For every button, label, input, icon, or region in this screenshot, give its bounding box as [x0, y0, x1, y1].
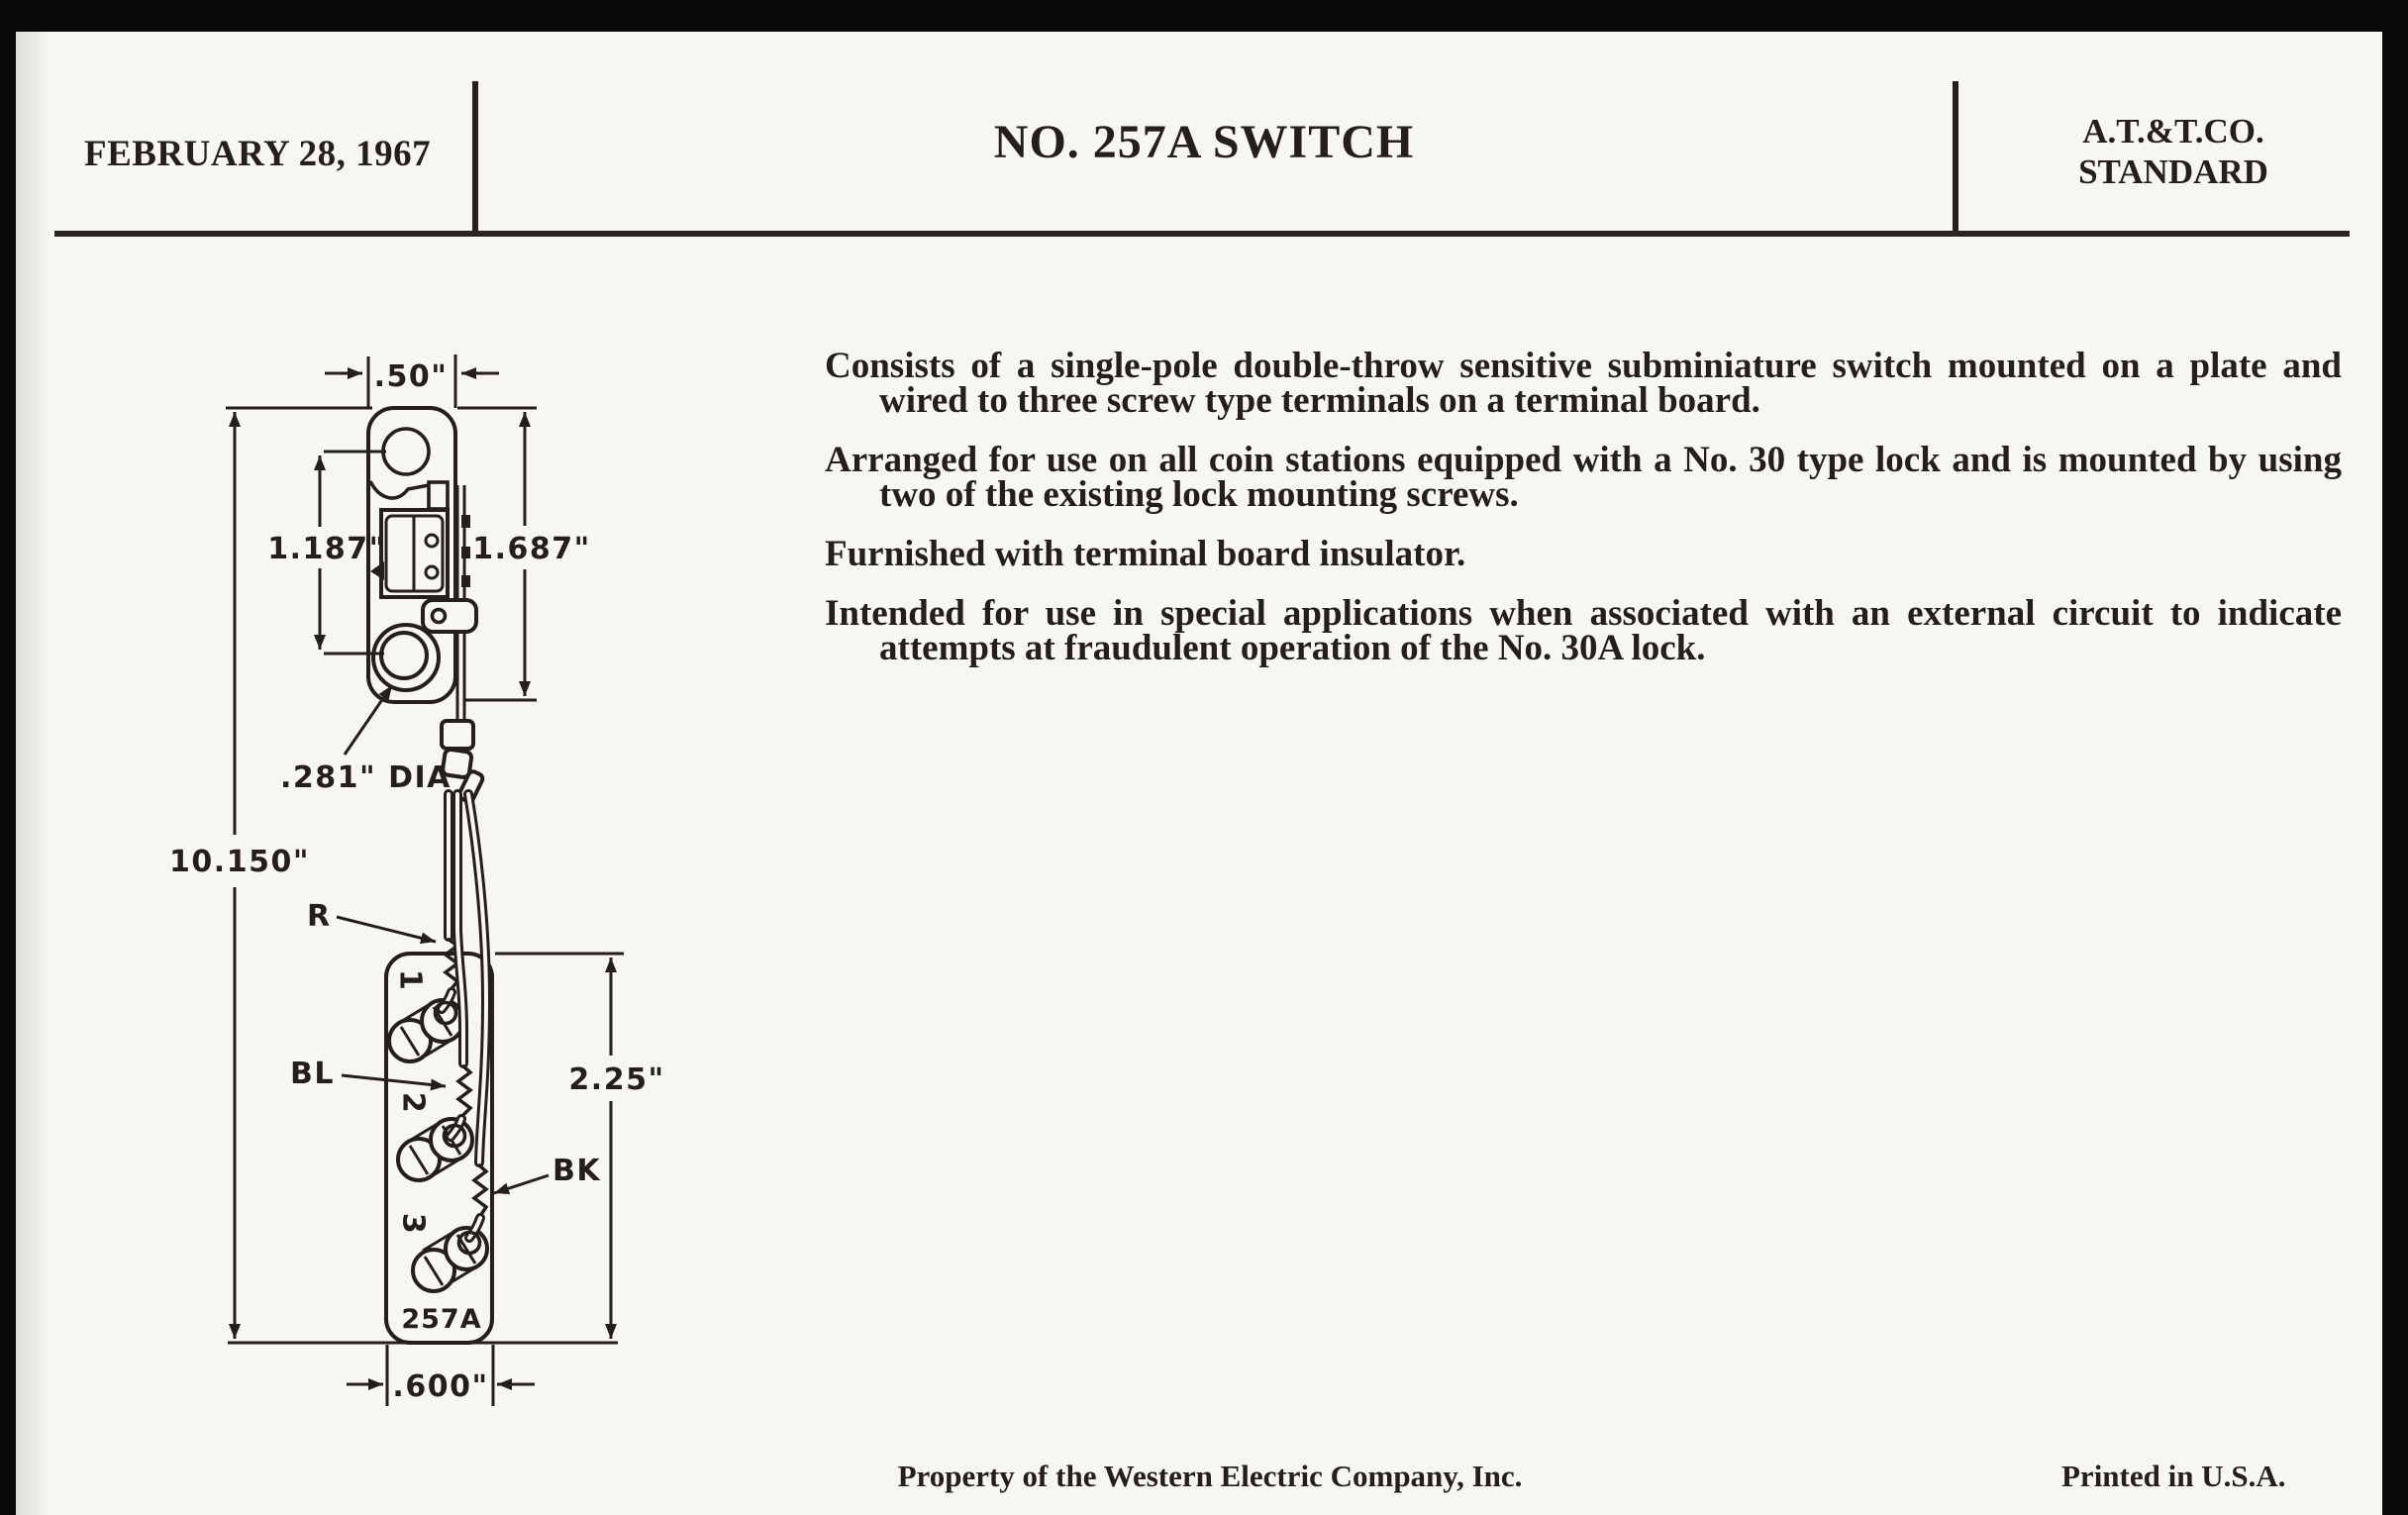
label-wire-red	[307, 899, 436, 942]
paragraph-furnished: Furnished with terminal board insulator.	[825, 534, 1466, 574]
document-date: FEBRUARY 28, 1967	[84, 134, 432, 174]
scan-edge-shading	[16, 32, 50, 1515]
svg-text:.600": .600"	[392, 1369, 489, 1404]
description-text	[825, 346, 2342, 690]
organization-label	[2040, 111, 2307, 192]
page-title: NO. 257A SWITCH	[993, 116, 1415, 168]
header-divider-right	[1953, 81, 1958, 233]
terminal-number-2: 2	[395, 1091, 431, 1115]
lever-tab	[423, 600, 476, 632]
svg-text:R: R	[307, 899, 332, 934]
wire-sleeve	[442, 721, 473, 749]
header-divider-left	[472, 81, 478, 233]
svg-text:BK: BK	[552, 1154, 602, 1188]
svg-text:2.25": 2.25"	[568, 1062, 665, 1097]
scan-border-right	[2382, 0, 2408, 1515]
terminal-number-3: 3	[395, 1212, 431, 1236]
part-marking: 257A	[401, 1304, 482, 1335]
paragraph-consists: Consists of a single-pole double-throw sensitive subminiature switch mounted on a plate and wired to three screw type terminals on a terminal board.	[825, 346, 2342, 421]
svg-text:10.150": 10.150"	[169, 845, 310, 879]
organization-line2: STANDARD	[2078, 152, 2268, 191]
svg-text:.281" DIA: .281" DIA	[280, 760, 452, 795]
technical-drawing	[129, 327, 703, 1436]
terminal-number-1: 1	[392, 968, 428, 992]
svg-text:BL: BL	[290, 1057, 335, 1091]
scan-border-top	[0, 0, 2408, 32]
scan-border-left	[0, 0, 16, 1515]
dimension-plate-height	[457, 408, 591, 700]
mounting-hole-bottom	[381, 633, 427, 678]
paragraph-arranged: Arranged for use on all coin stations equipped with a No. 30 type lock and is mounted by using two of the existing lock mounting screws.	[825, 440, 2342, 515]
dimension-plate-width	[325, 354, 499, 408]
svg-text:1.187": 1.187"	[267, 532, 386, 566]
svg-text:1.687": 1.687"	[472, 532, 591, 566]
switch-plate-outline	[368, 408, 484, 803]
label-wire-black	[494, 1154, 601, 1193]
property-notice: Property of the Western Electric Company, Inc.	[897, 1459, 1523, 1493]
paragraph-intended: Intended for use in special applications when associated with an external circuit to indicate attempts at fraudulent operation of the No. 30A lock.	[825, 593, 2342, 668]
svg-text:.50": .50"	[373, 359, 449, 394]
dimension-board-width	[347, 1345, 535, 1406]
organization-line1: A.T.&T.CO.	[2082, 112, 2264, 151]
dimension-board-height	[495, 954, 665, 1339]
printed-in-usa: Printed in U.S.A.	[2061, 1459, 2286, 1493]
header-rule	[54, 231, 2350, 237]
